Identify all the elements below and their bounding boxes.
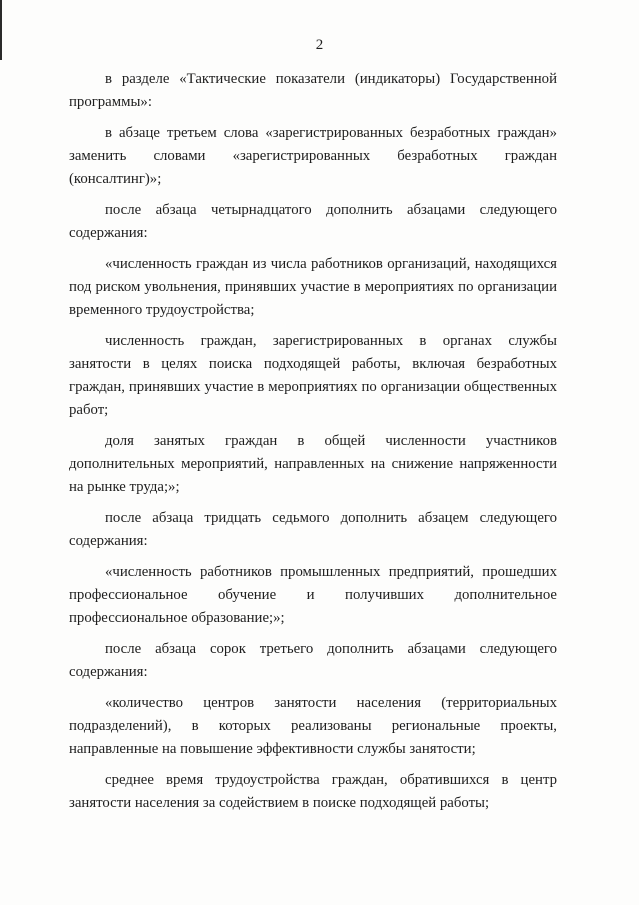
- paragraph-indicator-share-employed: доля занятых граждан в общей численности участников дополнительных мероприятий, направленных на снижение напряженности на рынке труда;»;: [69, 433, 557, 495]
- paragraph-after-37: после абзаца тридцать седьмого дополнить абзацем следующего содержания:: [69, 510, 557, 549]
- paragraph-after-43: после абзаца сорок третьего дополнить абзацами следующего содержания:: [69, 641, 557, 680]
- paragraph-indicator-employment-centers: «количество центров занятости населения (территориальных подразделений), в которых реализованы региональные проекты, направленные на повышение эффективности службы занятости;: [69, 695, 557, 757]
- paragraph-after-14: после абзаца четырнадцатого дополнить абзацами следующего содержания:: [69, 202, 557, 241]
- paragraph-section-ref: в разделе «Тактические показатели (индикаторы) Государственной программы»:: [69, 71, 557, 110]
- paragraph-indicator-average-time: среднее время трудоустройства граждан, обратившихся в центр занятости населения за содействием в поиске подходящей работы;: [69, 772, 557, 811]
- document-body: [69, 68, 557, 815]
- paragraph-indicator-temp-employment: «численность граждан из числа работников организаций, находящихся под риском увольнения, принявших участие в мероприятиях по организации временного трудоустройства;: [69, 256, 557, 318]
- paragraph-replace-words: в абзаце третьем слова «зарегистрированных безработных граждан» заменить словами «зарегистрированных безработных граждан (консалтинг)»;: [69, 125, 557, 187]
- paragraph-indicator-public-works: численность граждан, зарегистрированных в органах службы занятости в целях поиска подходящей работы, включая безработных граждан, принявших участие в мероприятиях по организации общественных работ;: [69, 333, 557, 418]
- page-number: 2: [315, 37, 324, 53]
- paragraph-indicator-industrial-training: «численность работников промышленных предприятий, прошедших профессиональное обучение и получивших дополнительное профессиональное образование;»;: [69, 564, 557, 626]
